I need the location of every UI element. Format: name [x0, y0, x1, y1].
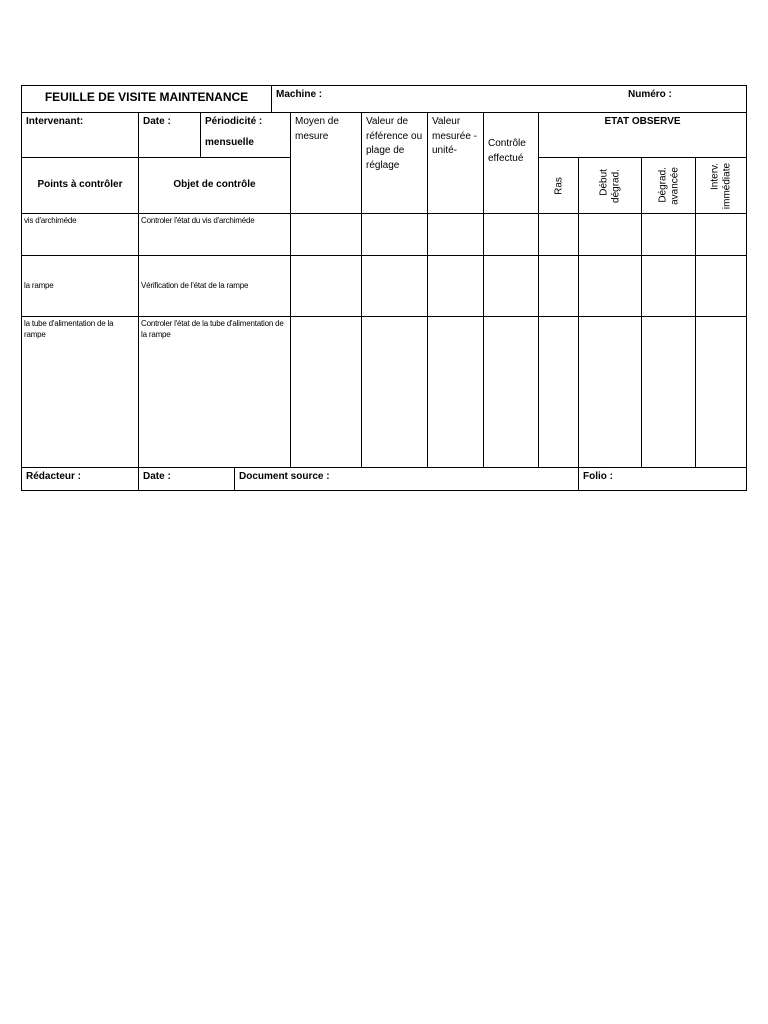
valeur-ref-header: Valeur de référence ou plage de réglage	[361, 112, 428, 214]
periodicite-value: mensuelle	[205, 136, 254, 148]
redacteur-field[interactable]: Rédacteur :	[21, 467, 139, 491]
valeur-mesuree-header: Valeur mesurée -unité-	[427, 112, 484, 214]
row-3-valeur-ref[interactable]	[361, 316, 428, 468]
row-1-point: vis d'archiméde	[21, 213, 139, 256]
row-2-valeur-mesuree[interactable]	[427, 255, 484, 317]
etat-col-avancee: Dégrad. avancée	[641, 157, 696, 214]
row-2-debut[interactable]	[578, 255, 642, 317]
row-3-point: la tube d'alimentation de la rampe	[21, 316, 139, 468]
row-2-moyen[interactable]	[290, 255, 362, 317]
moyen-header: Moyen de mesure	[290, 112, 362, 214]
row-2-valeur-ref[interactable]	[361, 255, 428, 317]
row-3-controle[interactable]	[483, 316, 539, 468]
row-2-ras[interactable]	[538, 255, 579, 317]
row-2-avancee[interactable]	[641, 255, 696, 317]
periodicite-label: Périodicité :	[205, 116, 263, 127]
etat-header: ETAT OBSERVE	[538, 112, 747, 158]
row-1-debut[interactable]	[578, 213, 642, 256]
row-1-interv[interactable]	[695, 213, 747, 256]
row-1-controle[interactable]	[483, 213, 539, 256]
periodicite-field[interactable]	[200, 112, 291, 158]
row-3-avancee[interactable]	[641, 316, 696, 468]
machine-field[interactable]	[271, 85, 747, 113]
footer-date-field[interactable]: Date :	[138, 467, 235, 491]
maintenance-sheet	[22, 86, 747, 491]
document-source-field[interactable]: Document source :	[234, 467, 579, 491]
row-1-avancee[interactable]	[641, 213, 696, 256]
machine-label: Machine :	[276, 89, 323, 100]
row-3-objet: Controler l'état de la tube d'alimentation de la rampe	[138, 316, 291, 468]
row-2-point: la rampe	[21, 255, 139, 317]
row-1-ras[interactable]	[538, 213, 579, 256]
row-3-interv[interactable]	[695, 316, 747, 468]
etat-col-debut: Début dégrad.	[578, 157, 642, 214]
etat-col-interv: Interv. immédiate	[695, 157, 747, 214]
date-field[interactable]: Date :	[138, 112, 201, 158]
row-3-ras[interactable]	[538, 316, 579, 468]
row-1-valeur-mesuree[interactable]	[427, 213, 484, 256]
row-1-moyen[interactable]	[290, 213, 362, 256]
row-1-valeur-ref[interactable]	[361, 213, 428, 256]
row-2-objet: Vérification de l'état de la rampe	[138, 255, 291, 317]
objet-header: Objet de contrôle	[138, 157, 291, 214]
numero-label: Numéro :	[628, 89, 672, 100]
row-3-moyen[interactable]	[290, 316, 362, 468]
intervenant-field[interactable]: Intervenant:	[21, 112, 139, 158]
folio-field[interactable]: Folio :	[578, 467, 747, 491]
row-2-interv[interactable]	[695, 255, 747, 317]
row-1-objet: Controler l'état du vis d'archiméde	[138, 213, 291, 256]
points-header: Points à contrôler	[21, 157, 139, 214]
row-3-valeur-mesuree[interactable]	[427, 316, 484, 468]
row-2-controle[interactable]	[483, 255, 539, 317]
sheet-title: FEUILLE DE VISITE MAINTENANCE	[21, 85, 272, 113]
row-3-debut[interactable]	[578, 316, 642, 468]
etat-col-ras: Ras	[538, 157, 579, 214]
controle-header: Contrôle effectué	[483, 112, 539, 214]
